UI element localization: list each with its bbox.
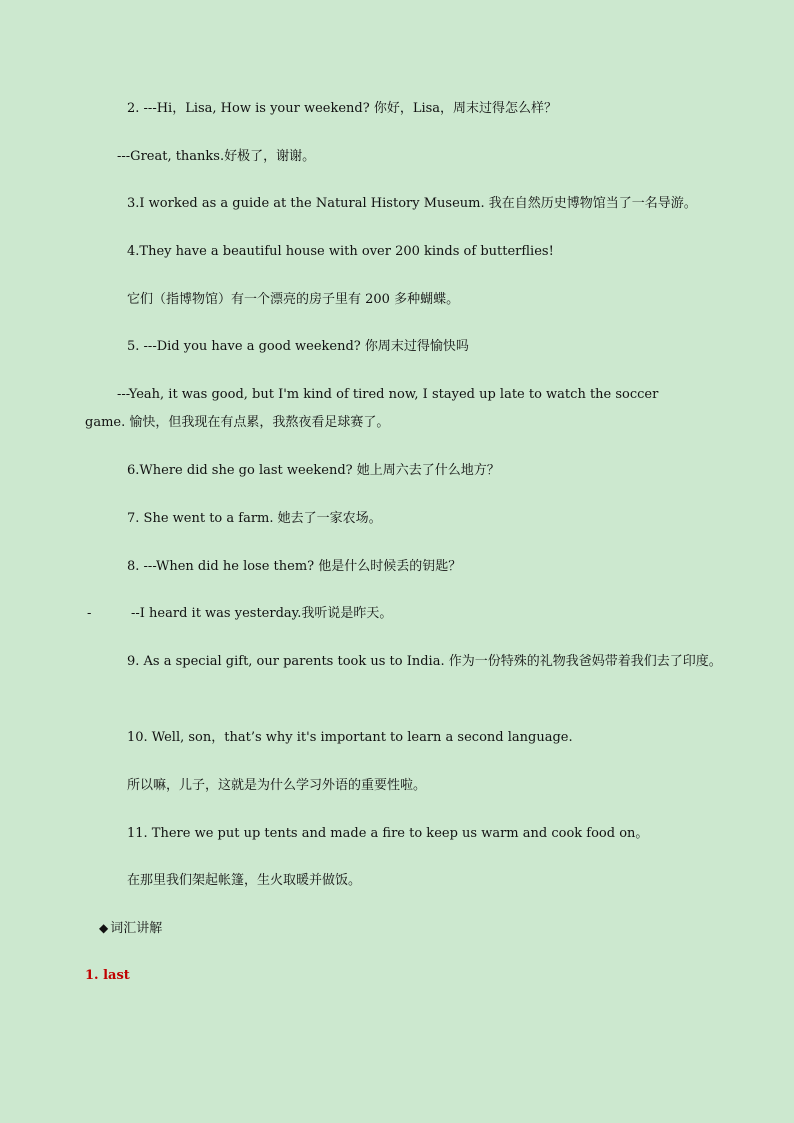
section-heading: [99, 914, 162, 943]
sentence-4: 4.They have a beautiful house with over 200 kinds of butterflies!: [127, 244, 554, 259]
sentence-3: 3.I worked as a guide at the Natural History Museum. 我在自然历史博物馆当了一名导游。: [127, 196, 697, 211]
sentence-4-translation: 它们（指博物馆）有一个漂亮的房子里有 200 多种蝴蝶。: [127, 292, 460, 307]
sentence-11-translation: 在那里我们架起帐篷，生火取暖并做饭。: [127, 873, 362, 888]
sentence-5-reply: ---Yeah, it was good, but I'm kind of tired now, I stayed up late to watch the soccer game. 愉快，但我现在有点累，我熬夜看足球赛了。: [85, 387, 659, 430]
sentence-10-translation: 所以嘛，儿子，这就是为什么学习外语的重要性啦。: [127, 778, 427, 793]
sentence-11: 11. There we put up tents and made a fire to keep us warm and cook food on。: [127, 826, 649, 841]
section-heading-label: 词汇讲解: [110, 921, 163, 936]
sentence-9: 9. As a special gift, our parents took us to India. 作为一份特殊的礼物我爸妈带着我们去了印度。: [127, 654, 722, 669]
sentence-7: 7. She went to a farm. 她去了一家农场。: [127, 511, 382, 526]
sentence-2-reply: ---Great, thanks.好极了，谢谢。: [117, 149, 316, 164]
list-dash: -: [87, 606, 92, 621]
vocab-item-1: 1. last: [85, 968, 130, 983]
diamond-bullet-icon: ◆: [99, 921, 109, 935]
sentence-6: 6.Where did she go last weekend? 她上周六去了什么地方？: [127, 463, 500, 478]
sentence-8: 8. ---When did he lose them? 他是什么时候丢的钥匙？: [127, 559, 462, 574]
sentence-10: 10. Well, son，that’s why it's important to learn a second language.: [127, 730, 573, 745]
sentence-5: 5. ---Did you have a good weekend? 你周末过得愉快吗: [127, 339, 469, 354]
sentence-2: 2. ---Hi，Lisa, How is your weekend? 你好，Lisa，周末过得怎么样？: [127, 101, 558, 116]
sentence-8-reply: --I heard it was yesterday.我听说是昨天。: [131, 606, 393, 621]
